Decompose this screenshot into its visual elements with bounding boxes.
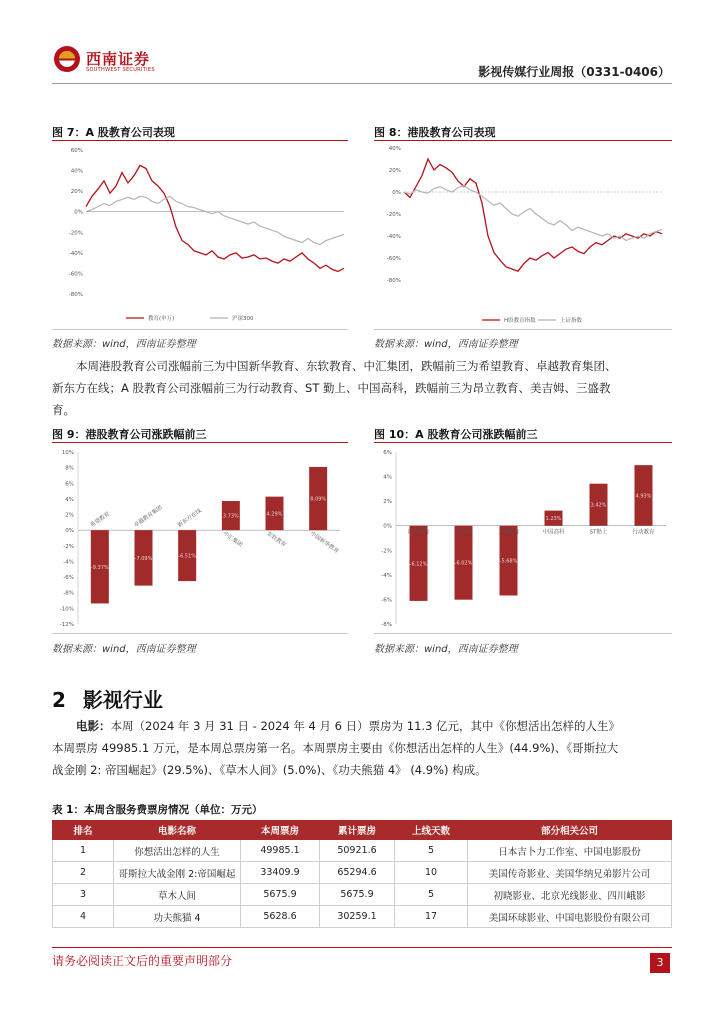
y-tick-label: 0% bbox=[392, 190, 401, 196]
y-tick-label: 6% bbox=[383, 450, 392, 456]
y-tick-label: 10% bbox=[61, 450, 74, 456]
fig7-chart bbox=[52, 142, 348, 328]
category-label: 昂立教育 bbox=[407, 529, 430, 536]
y-tick-label: -4% bbox=[63, 559, 74, 566]
category-label: 行动教育 bbox=[632, 529, 655, 536]
series-line-2 bbox=[86, 196, 344, 244]
fig8-title-rule bbox=[374, 140, 672, 141]
fig8-bottom-rule bbox=[374, 329, 672, 330]
series-line-2 bbox=[404, 185, 662, 240]
cell-weekly: 49985.1 bbox=[241, 840, 320, 862]
fig9-source: 数据来源：wind，西南证券整理 bbox=[52, 644, 196, 655]
page-number: 3 bbox=[650, 953, 670, 973]
fig10-title: 图 10：A 股教育公司涨跌幅前三 bbox=[374, 428, 538, 441]
y-tick-label: 2% bbox=[65, 512, 74, 519]
cell-weekly: 5675.9 bbox=[241, 884, 320, 906]
box-office-label: 电影： bbox=[76, 719, 111, 733]
y-tick-label: -40% bbox=[386, 234, 401, 240]
bar-value-label: -6.02% bbox=[454, 560, 473, 567]
y-tick-label: -80% bbox=[386, 278, 401, 284]
table-row bbox=[53, 862, 672, 884]
col-film: 电影名称 bbox=[114, 821, 241, 840]
category-label: 中国新华教育 bbox=[309, 530, 340, 555]
y-tick-label: -80% bbox=[68, 292, 83, 298]
fig9-chart bbox=[52, 444, 348, 632]
cell-companies: 日本吉卜力工作室、中国电影股份 bbox=[468, 840, 672, 862]
legend-label: 沪深300 bbox=[232, 316, 254, 322]
cell-companies: 美国传奇影业、美国华纳兄弟影片公司 bbox=[468, 862, 672, 884]
fig7-bottom-rule bbox=[52, 329, 348, 330]
y-tick-label: -2% bbox=[381, 548, 392, 555]
table-header-row bbox=[53, 821, 672, 840]
category-label: 卓越教育集团 bbox=[133, 504, 164, 529]
table-row bbox=[53, 840, 672, 862]
category-label: 中国高科 bbox=[542, 529, 565, 536]
logo-text-cn: 西南证券 bbox=[86, 50, 151, 68]
bar-value-label: -7.09% bbox=[134, 555, 153, 562]
cell-total: 5675.9 bbox=[320, 884, 395, 906]
y-tick-label: -20% bbox=[386, 212, 401, 218]
category-label: 希望教育 bbox=[89, 511, 112, 529]
category-label: 新东方在线 bbox=[176, 508, 203, 529]
cell-rank: 4 bbox=[53, 906, 114, 928]
education-summary-paragraph: 本周港股教育公司涨幅前三为中国新华教育、东软教育、中汇集团，跌幅前三为希望教育、卓越教育集团、新东方在线；A 股教育公司涨幅前三为行动教育、ST 勤上、中国高科，跌幅前三为昂立教育、美吉姆、三盛教育。 bbox=[52, 359, 617, 417]
y-tick-label: -4% bbox=[381, 572, 392, 579]
y-tick-label: 2% bbox=[383, 499, 392, 506]
fig10-chart bbox=[374, 444, 672, 632]
category-label: 三盛教育 bbox=[497, 529, 520, 536]
fig9-title: 图 9：港股教育公司涨跌幅前三 bbox=[52, 428, 207, 441]
legend-label: 教育(申万) bbox=[148, 316, 175, 322]
cell-weekly: 5628.6 bbox=[241, 906, 320, 928]
y-tick-label: 0% bbox=[383, 523, 392, 530]
col-total: 累计票房 bbox=[320, 821, 395, 840]
y-tick-label: 40% bbox=[388, 146, 401, 152]
y-tick-label: -12% bbox=[59, 622, 74, 628]
table-row bbox=[53, 884, 672, 906]
cell-companies: 初晓影业、北京光线影业、四川峨影 bbox=[468, 884, 672, 906]
y-tick-label: -8% bbox=[63, 590, 74, 597]
fig9-title-rule bbox=[52, 442, 348, 443]
bar-value-label: 3.73% bbox=[222, 513, 239, 520]
col-companies: 部分相关公司 bbox=[468, 821, 672, 840]
bar-value-label: 4.93% bbox=[635, 493, 652, 500]
y-tick-label: -2% bbox=[63, 543, 74, 550]
footer-disclaimer: 请务必阅读正文后的重要声明部分 bbox=[52, 954, 233, 968]
y-tick-label: 6% bbox=[65, 481, 74, 488]
category-label: 美吉姆 bbox=[455, 529, 472, 536]
fig7-source: 数据来源：wind，西南证券整理 bbox=[52, 339, 196, 350]
bar-value-label: 1.23% bbox=[545, 516, 562, 523]
cell-total: 30259.1 bbox=[320, 906, 395, 928]
cell-film: 哥斯拉大战金刚 2:帝国崛起 bbox=[114, 862, 241, 884]
fig9-bottom-rule bbox=[52, 633, 348, 634]
cell-total: 50921.6 bbox=[320, 840, 395, 862]
cell-companies: 美国环球影业、中国电影股份有限公司 bbox=[468, 906, 672, 928]
fig8-title: 图 8：港股教育公司表现 bbox=[374, 126, 496, 139]
section-title: 影视行业 bbox=[82, 688, 163, 712]
y-tick-label: 0% bbox=[65, 528, 74, 535]
cell-film: 草木人间 bbox=[114, 884, 241, 906]
legend-label: 上证指数 bbox=[560, 318, 583, 324]
cell-days: 17 bbox=[395, 906, 468, 928]
cell-days: 5 bbox=[395, 884, 468, 906]
y-tick-label: 20% bbox=[70, 189, 83, 196]
box-office-text: 本周（2024 年 3 月 31 日 - 2024 年 4 月 6 日）票房为 11.3 亿元，其中《你想活出怎样的人生》本周票房 49985.1 万元，是本周总票房第一名。本周票房主要由《你想活出怎样的人生》(44.9%)、《哥斯拉大战金刚 2: 帝国崛起》(29.5%)、《草木人间》(5.0%)、《功夫熊猫 4》 (4.9%) 构成。 bbox=[52, 719, 621, 777]
series-line-1 bbox=[404, 159, 662, 271]
footer-divider bbox=[52, 947, 672, 948]
y-tick-label: 40% bbox=[70, 168, 83, 175]
col-weekly: 本周票房 bbox=[241, 821, 320, 840]
bar-value-label: -9.37% bbox=[90, 564, 109, 571]
report-title: 影视传媒行业周报（0331-0406） bbox=[478, 65, 670, 79]
table-row bbox=[53, 906, 672, 928]
col-rank: 排名 bbox=[53, 821, 114, 840]
y-tick-label: -20% bbox=[68, 230, 83, 237]
cell-total: 65294.6 bbox=[320, 862, 395, 884]
y-tick-label: 20% bbox=[388, 168, 401, 174]
fig8-chart bbox=[374, 142, 672, 328]
cell-rank: 3 bbox=[53, 884, 114, 906]
fig8-source: 数据来源：wind，西南证券整理 bbox=[374, 339, 518, 350]
cell-rank: 2 bbox=[53, 862, 114, 884]
bar-value-label: 3.42% bbox=[590, 502, 607, 509]
table-title: 表 1：本周含服务费票房情况（单位：万元） bbox=[52, 804, 263, 816]
bar-value-label: 4.29% bbox=[266, 511, 283, 518]
category-label: 东软教育 bbox=[265, 530, 287, 549]
y-tick-label: -60% bbox=[386, 256, 401, 262]
y-tick-label: 0% bbox=[74, 209, 83, 216]
fig10-bottom-rule bbox=[374, 633, 672, 634]
bar-value-label: -5.68% bbox=[499, 558, 518, 565]
company-logo-icon bbox=[52, 44, 82, 74]
cell-rank: 1 bbox=[53, 840, 114, 862]
logo-text-en: SOUTHWEST SECURITIES bbox=[86, 67, 155, 73]
y-tick-label: -40% bbox=[68, 250, 83, 257]
y-tick-label: 4% bbox=[65, 496, 74, 503]
box-office-table bbox=[52, 820, 672, 928]
bar-value-label: -6.51% bbox=[178, 553, 197, 560]
y-tick-label: -60% bbox=[68, 271, 83, 278]
y-tick-label: -8% bbox=[381, 622, 392, 628]
y-tick-label: -6% bbox=[63, 575, 74, 582]
bar-value-label: -6.12% bbox=[409, 561, 428, 568]
fig7-title: 图 7：A 股教育公司表现 bbox=[52, 126, 175, 139]
series-line-1 bbox=[86, 165, 344, 271]
box-office-paragraph bbox=[52, 715, 622, 781]
fig10-source: 数据来源：wind，西南证券整理 bbox=[374, 644, 518, 655]
cell-film: 功夫熊猫 4 bbox=[114, 906, 241, 928]
cell-days: 5 bbox=[395, 840, 468, 862]
fig10-title-rule bbox=[374, 442, 672, 443]
y-tick-label: -6% bbox=[381, 597, 392, 604]
cell-weekly: 33409.9 bbox=[241, 862, 320, 884]
category-label: 中汇集团 bbox=[221, 530, 244, 549]
cell-film: 你想活出怎样的人生 bbox=[114, 840, 241, 862]
y-tick-label: -10% bbox=[59, 606, 74, 613]
bar-value-label: 8.09% bbox=[310, 496, 327, 503]
fig7-title-rule bbox=[52, 140, 348, 141]
y-tick-label: 60% bbox=[70, 148, 83, 154]
cell-days: 10 bbox=[395, 862, 468, 884]
section-number: 2 bbox=[52, 688, 66, 712]
category-label: ST勤上 bbox=[589, 529, 608, 536]
col-days: 上线天数 bbox=[395, 821, 468, 840]
y-tick-label: 4% bbox=[383, 474, 392, 481]
section-heading bbox=[52, 684, 163, 713]
legend-label: H股教育指数 bbox=[504, 318, 536, 324]
y-tick-label: 8% bbox=[65, 465, 74, 472]
header-divider bbox=[52, 83, 672, 84]
